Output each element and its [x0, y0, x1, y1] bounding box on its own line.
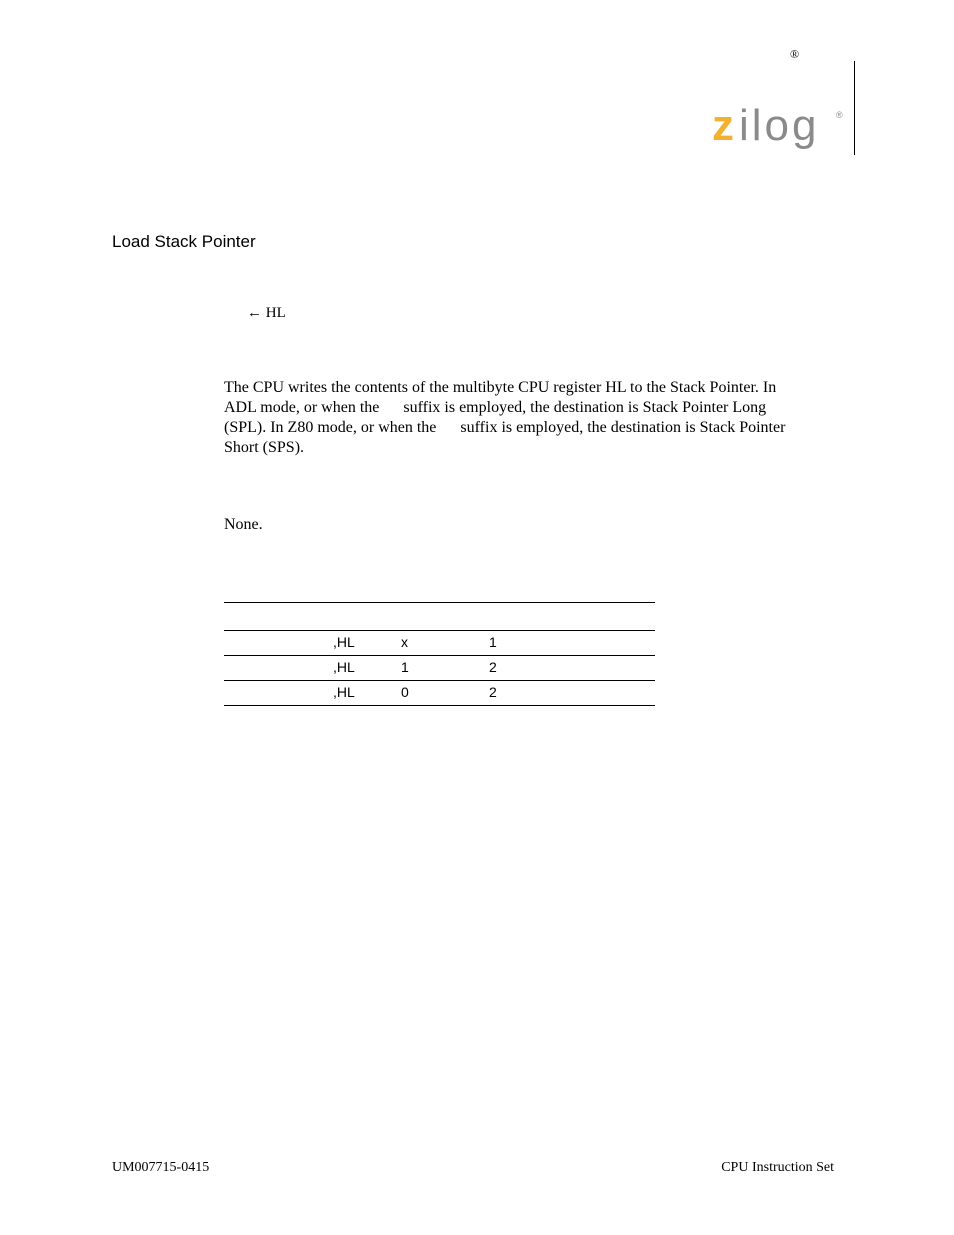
adl-mode-cell: 1: [401, 659, 409, 675]
zilog-logo: [712, 102, 848, 158]
table-row: [224, 656, 655, 681]
operation-source: HL: [265, 305, 286, 321]
footer-chapter: CPU Instruction Set: [721, 1160, 834, 1175]
cycle-cell: 2: [489, 684, 497, 700]
description-line: The CPU writes the contents of the multibyte CPU register HL to the Stack Pointer. In: [224, 379, 777, 396]
registered-mark: ®: [790, 47, 800, 61]
operation-expression: [247, 305, 286, 322]
logo-letter-z: z: [712, 102, 734, 150]
operand-cell: ,HL: [333, 684, 355, 700]
logo-letters-ilog: ilog: [739, 102, 820, 150]
cycle-cell: 1: [489, 634, 497, 650]
operand-cell: ,HL: [333, 659, 355, 675]
footer-doc-id: UM007715-0415: [112, 1160, 210, 1175]
table-header: [224, 602, 655, 631]
description-line: Short (SPS).: [224, 439, 305, 456]
attributes-table: [224, 602, 655, 706]
table-row: [224, 631, 655, 656]
adl-mode-cell: x: [401, 634, 408, 650]
zilog-logo-graphic: [712, 102, 848, 158]
condition-bits-text: None.: [224, 516, 263, 533]
adl-mode-cell: 0: [401, 684, 409, 700]
description-paragraph: [224, 378, 834, 458]
section-title: Load Stack Pointer: [112, 232, 256, 251]
description-line: ADL mode, or when the suffix is employed, the destination is Stack Pointer Long: [224, 399, 767, 416]
left-arrow-icon: ←: [247, 305, 262, 321]
logo-registered-mark: ®: [836, 110, 843, 120]
description-line: (SPL). In Z80 mode, or when the suffix is employed, the destination is Stack Pointer: [224, 419, 786, 436]
cycle-cell: 2: [489, 659, 497, 675]
header-divider: [854, 61, 855, 155]
table-row: [224, 681, 655, 706]
operand-cell: ,HL: [333, 634, 355, 650]
